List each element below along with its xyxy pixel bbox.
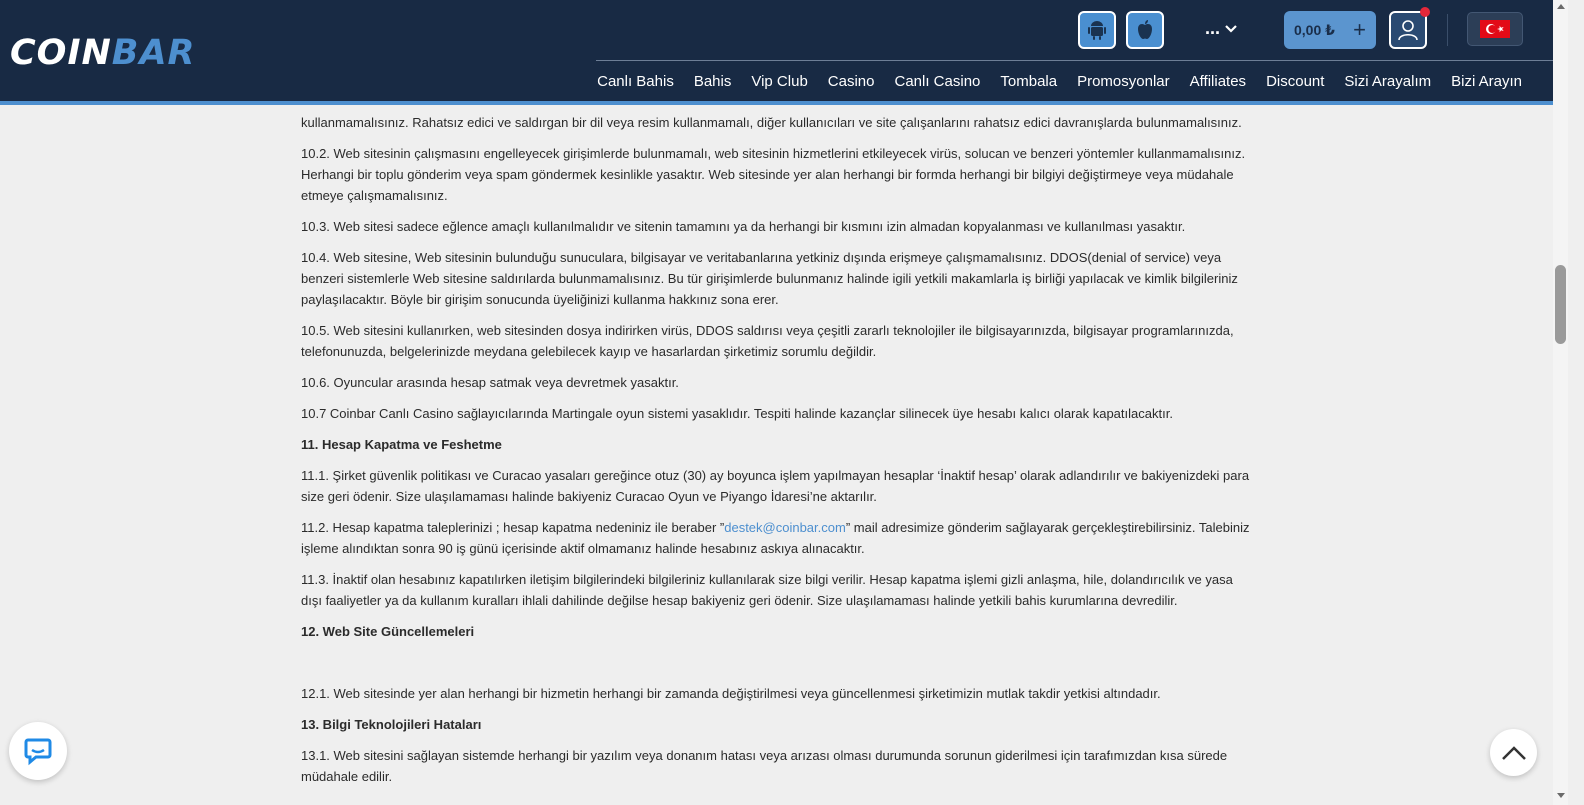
- paragraph: 11.3. İnaktif olan hesabınız kapatılırken iletişim bilgilerindeki bilgileriniz kullanılarak size bilgi verilir. Hesap kapatma işlemi gizli anlaşma, hile, dolandırıcılık ve yasa dışı faaliyetler ya da kullanım kuralları ihlali dahilinde değilse hesap bakiyeniz geri ödenir. Size ulaşılamaması halinde yetkili bahis kurumlarına devredilir.: [301, 572, 1233, 608]
- nav-tombala[interactable]: Tombala: [1000, 73, 1058, 90]
- paragraph-text: 11.2. Hesap kapatma taleplerinizi ; hesap kapatma nedeniniz ile beraber ”: [301, 520, 725, 535]
- scroll-to-top-button[interactable]: [1490, 729, 1537, 776]
- nav-affiliates[interactable]: Affiliates: [1189, 73, 1247, 90]
- chat-bubble-icon: [23, 736, 53, 766]
- turkey-flag-icon: [1480, 20, 1510, 38]
- terms-content: [301, 112, 1256, 797]
- user-account-button[interactable]: [1389, 11, 1427, 49]
- section-heading: 12. Web Site Güncellemeleri: [301, 624, 475, 639]
- nav-casino[interactable]: Casino: [827, 73, 875, 90]
- nav-separator: [596, 60, 1554, 61]
- nav-canli-bahis[interactable]: Canlı Bahis: [597, 73, 674, 90]
- more-label: ...: [1205, 18, 1221, 38]
- more-menu[interactable]: [1205, 18, 1238, 39]
- paragraph: 10.3. Web sitesi sadece eğlence amaçlı kullanılmalıdır ve sitenin tamamını ya da herhangi bir kısmını izin almadan kopyalanması ve kullanılması yasaktır.: [301, 219, 1186, 234]
- android-icon: [1087, 19, 1107, 41]
- chevron-down-icon: [1224, 24, 1238, 34]
- header-divider: [1447, 14, 1448, 46]
- paragraph-text: ” mail adresimize gönderim sağlayarak gerçekleştirebilirsiniz. Talebiniz işleme alındıktan sonra 90 iş günü içerisinde aktif olmamanız halinde hesabınız askıya alınacaktır.: [301, 520, 1250, 556]
- support-email-link[interactable]: destek@coinbar.com: [724, 520, 846, 535]
- notification-dot: [1420, 7, 1430, 17]
- logo-text-main: COIN: [10, 33, 112, 73]
- plus-icon: +: [1353, 17, 1366, 42]
- paragraph: [301, 517, 1256, 559]
- paragraph: 12.1. Web sitesinde yer alan herhangi bir hizmetin herhangi bir zamanda değiştirilmesi veya güncellenmesi şirketimizin mutlak takdir yetkisi altındadır.: [301, 686, 1161, 701]
- paragraph: 10.6. Oyuncular arasında hesap satmak veya devretmek yasaktır.: [301, 375, 679, 390]
- nav-canli-casino[interactable]: Canlı Casino: [894, 73, 981, 90]
- apple-icon: [1135, 19, 1155, 41]
- paragraph: kullanmamalısınız. Rahatsız edici ve saldırgan bir dil veya resim kullanmamalı, diğer kullanıcıları ve site çalışanlarını rahatsız edici davranışlarda bulunmamalısınız.: [301, 115, 1242, 130]
- section-heading: 13. Bilgi Teknolojileri Hataları: [301, 717, 482, 732]
- paragraph: 10.2. Web sitesinin çalışmasını engelleyecek girişimlerde bulunmamalı, web sitesinin hizmetlerini etkileyecek virüs, solucan ve benzeri yöntemler kullanmamalısınız. Herhangi bir toplu gönderim veya spam göndermek kesinlikle yasaktır. Web sitesinde yer alan herhangi bir formda herhangi bir bilgiyi değiştirmeye veya müdahale etmeye çalışmamalısınız.: [301, 146, 1246, 203]
- paragraph: 10.4. Web sitesine, Web sitesinin bulunduğu sunuculara, bilgisayar ve veritabanlarına yetkiniz dışında erişmeye çalışmamalısınız. DDOS(denial of service) veya benzeri sistemlerle Web sitesine saldırılarda bulunmamalısınız. Bu tür girişimlerde bulunmanız halinde igili yetkili makamlarla iş birliği yapılacak ve kimlik bilgileriniz paylaşılacaktır. Böyle bir girişim sonucunda üyeliğinizi kullanma hakkınız sona erer.: [301, 250, 1238, 307]
- balance-button[interactable]: [1284, 11, 1376, 49]
- language-selector[interactable]: [1467, 12, 1523, 46]
- chevron-up-icon: [1501, 745, 1527, 761]
- spacer: [301, 652, 1256, 683]
- user-icon: [1396, 18, 1420, 42]
- site-header: [0, 0, 1568, 105]
- android-app-button[interactable]: [1078, 11, 1116, 49]
- scrollbar-track[interactable]: [1553, 0, 1568, 805]
- nav-bizi-arayin[interactable]: Bizi Arayın: [1451, 73, 1522, 90]
- main-nav: [597, 73, 1522, 90]
- nav-vip-club[interactable]: Vip Club: [751, 73, 808, 90]
- scrollbar-thumb[interactable]: [1555, 265, 1566, 344]
- scroll-up-arrow-icon[interactable]: [1557, 4, 1565, 9]
- live-chat-button[interactable]: [9, 722, 67, 780]
- logo-text-accent: BAR: [111, 33, 196, 73]
- nav-discount[interactable]: Discount: [1266, 73, 1325, 90]
- paragraph: 11.1. Şirket güvenlik politikası ve Curacao yasaları gereğince otuz (30) ay boyunca işlem yapılmayan hesaplar ‘İnaktif hesap’ olarak adlandırılır ve bakiyenizdeki para size geri ödenir. Size ulaşılamaması halinde bakiyeniz Curacao Oyun ve Piyango İdaresi’ne aktarılır.: [301, 468, 1250, 504]
- balance-amount: 0,00 ₺: [1294, 21, 1335, 38]
- site-logo[interactable]: [10, 33, 195, 73]
- ios-app-button[interactable]: [1126, 11, 1164, 49]
- paragraph: 10.5. Web sitesini kullanırken, web sitesinden dosya indirirken virüs, DDOS saldırısı veya çeşitli zararlı teknolojiler ile bilgisayarınızda, bilgisayar programlarınızda, telefonunuzda, belgelerinizde meydana gelebilecek kayıp ve hasarlardan şirketimiz sorumlu değildir.: [301, 323, 1234, 359]
- scroll-down-arrow-icon[interactable]: [1557, 793, 1565, 798]
- nav-sizi-arayalim[interactable]: Sizi Arayalım: [1344, 73, 1432, 90]
- paragraph: 10.7 Coinbar Canlı Casino sağlayıcılarında Martingale oyun sistemi yasaklıdır. Tespiti halinde kazançlar silinecek üye hesabı kalıcı olarak kapatılacaktır.: [301, 406, 1173, 421]
- nav-bahis[interactable]: Bahis: [693, 73, 732, 90]
- section-heading: 11. Hesap Kapatma ve Feshetme: [301, 437, 502, 452]
- paragraph: 13.1. Web sitesini sağlayan sistemde herhangi bir yazılım veya donanım hatası veya arızası olması durumunda sorunun giderilmesi için tarafımızdan kısa sürede müdahale edilir.: [301, 748, 1228, 784]
- nav-promosyonlar[interactable]: Promosyonlar: [1077, 73, 1170, 90]
